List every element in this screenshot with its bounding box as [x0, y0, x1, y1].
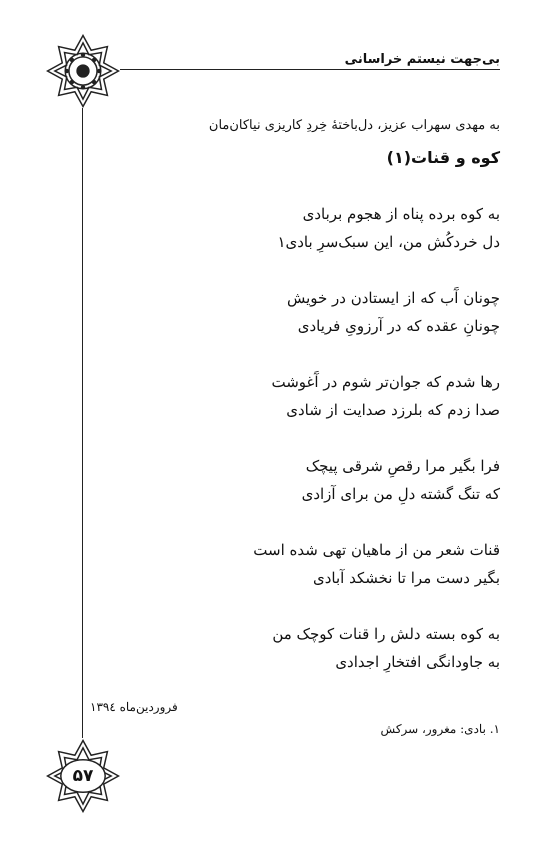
- page-number: ۵۷: [72, 766, 94, 786]
- verse-line: به کوه برده پناه از هجوم بربادی: [302, 205, 500, 223]
- margin-rule: [82, 108, 83, 738]
- header-rule: [120, 69, 500, 70]
- verse-line: دل خردکُش من، این سبک‌سرِ بادی۱: [277, 233, 500, 251]
- verse-line: چونان آَب که از ایستادن در خویش: [286, 289, 500, 307]
- top-rosette-ornament: [46, 34, 120, 108]
- stanza: [140, 200, 500, 256]
- verse-line: که تنگ گشته دلِ من برای آزادی: [301, 485, 500, 503]
- stanza: [140, 452, 500, 508]
- verse-line: قنات شعر من از ماهیان تهی شده است: [253, 541, 500, 559]
- verse-line: فرا بگیر مرا رقصِ شرقی پیچک: [305, 457, 500, 475]
- stanza: [140, 368, 500, 424]
- verse-line: چونانِ عقده که در آرزویِ فریادی: [297, 317, 500, 335]
- stanza: [140, 284, 500, 340]
- poem-title: کوه و قنات(۱): [386, 148, 500, 167]
- verse-line: بگیر دست مرا تا نخشکد آبادی: [312, 569, 500, 587]
- verse-line: به جاودانگی افتخارِ اجدادی: [335, 653, 500, 671]
- stanza: [140, 536, 500, 592]
- verse-line: صدا زدم که بلرزد صدایت از شادی: [286, 401, 500, 419]
- composition-date: فروردین‌ماه ۱۳۹٤: [90, 700, 178, 714]
- verse-line: رها شدم که جوان‌تر شوم در آَغوشت: [271, 373, 500, 391]
- verse-line: به کوه بسته دلش را قنات کوچک من: [272, 625, 500, 643]
- stanza: [140, 620, 500, 676]
- running-header-title: بی‌جهت نیستم خراسانی: [344, 52, 500, 67]
- dedication: به مهدی سهراب عزیز، دل‌باختهٔ خِردِ کاریزی نیاکان‌مان: [208, 118, 500, 133]
- footnote: ۱. بادی: مغرور، سرکش: [380, 722, 500, 736]
- poem-body: [140, 200, 500, 704]
